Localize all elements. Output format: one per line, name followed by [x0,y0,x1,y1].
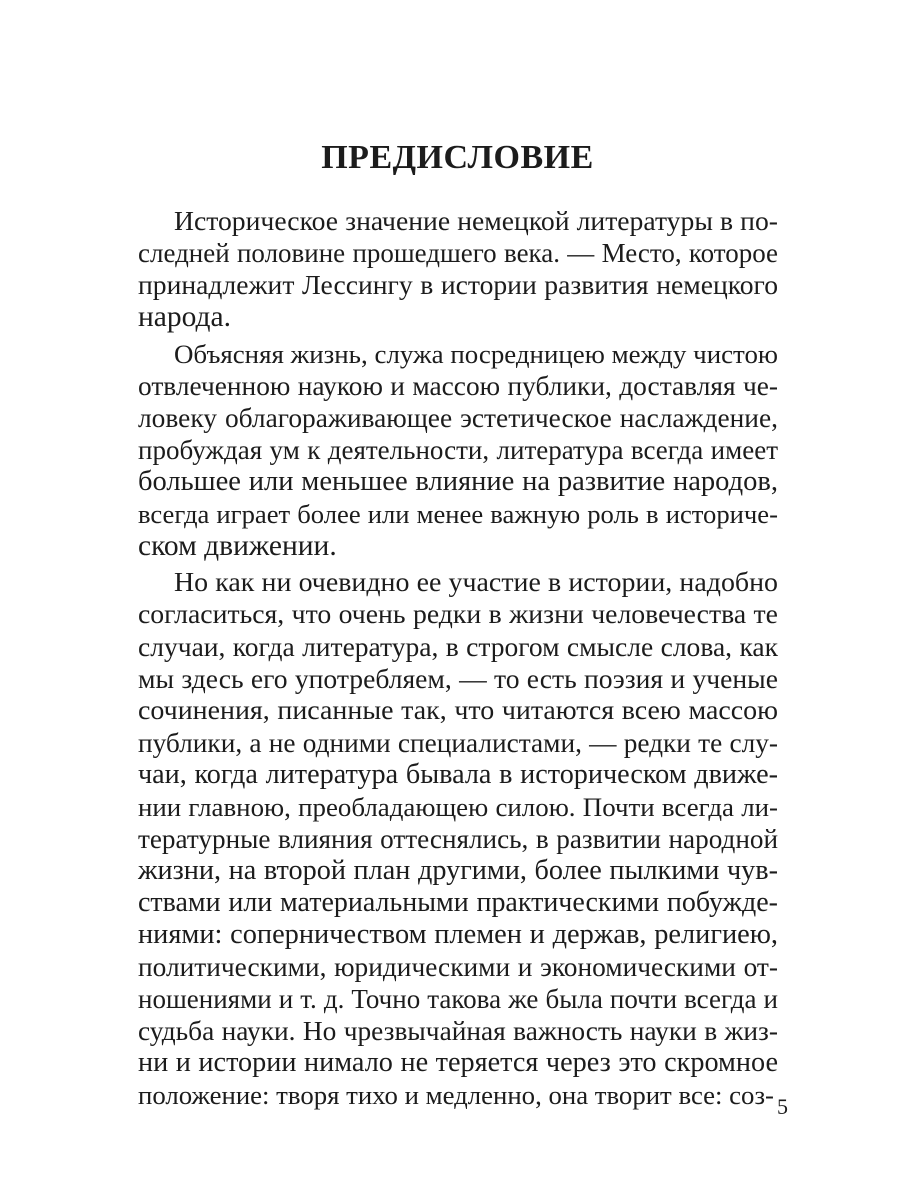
text-line: Историческое значение немецкой литературы в по- [174,205,778,236]
text-line: сочинения, писанные так, что читаются всею массою [138,695,778,726]
text-line: согласиться, что очень редки в жизни человечества те [138,599,778,630]
text-line: большее или меньшее влияние на развитие народов, [138,466,778,497]
text-line: ствами или материальными практическими побужде- [138,887,778,918]
text-line: жизни, на второй план другими, более пылкими чув- [138,855,778,886]
text-line: ни и истории нимало не теряется через это скромное [138,1047,778,1078]
text-line: ношениями и т. д. Точно такова же была почти всегда и [138,984,778,1014]
text-line: чаи, когда литература бывала в историческом движе- [138,759,778,790]
text-line: случаи, когда литература, в строгом смысле слова, как [138,631,778,662]
text-line: пробуждая ум к деятельности, литература всегда имеет [138,435,778,465]
text-line: следней половине прошедшего века. — Место, которое [138,238,778,268]
text-line: всегда играет более или менее важную роль в историче- [138,499,778,529]
paragraph [138,567,778,1111]
text-line: мы здесь его употребляем, — то есть поэзия и ученые [138,663,778,694]
text-line: политическими, юридическими и экономическими от- [138,952,778,982]
text-line: Но как ни очевидно ее участие в истории, надобно [174,567,778,598]
text-line: тературные влияния оттеснялись, в развитии народной [138,824,778,854]
text-line: принадлежит Лессингу в истории развития немецкого [138,269,778,300]
text-line: судьба науки. Но чрезвычайная важность науки в жиз- [138,1016,778,1046]
text-line: народа. [138,301,232,333]
text-line: Объясняя жизнь, служа посредницею между чистою [174,339,778,369]
text-line: нии главною, преобладающею силою. Почти всегда ли- [138,792,778,822]
text-line: публики, а не одними специалистами, — редки те слу- [138,728,778,758]
text-line: ловеку облагораживающее эстетическое наслаждение, [138,403,778,433]
paragraph [138,205,778,333]
text-line: ском движении. [138,530,337,562]
paragraph [138,338,778,562]
text-line: ниями: соперничеством племен и держав, религиею, [138,919,778,950]
page-title: ПРЕДИСЛОВИЕ [321,139,594,176]
page-number: 5 [777,1094,788,1119]
text-line: отвлеченною наукою и массою публики, доставляя че- [138,371,778,401]
text-line: положение: творя тихо и медленно, она творит все: соз- [138,1080,774,1110]
body-text [138,205,778,1116]
